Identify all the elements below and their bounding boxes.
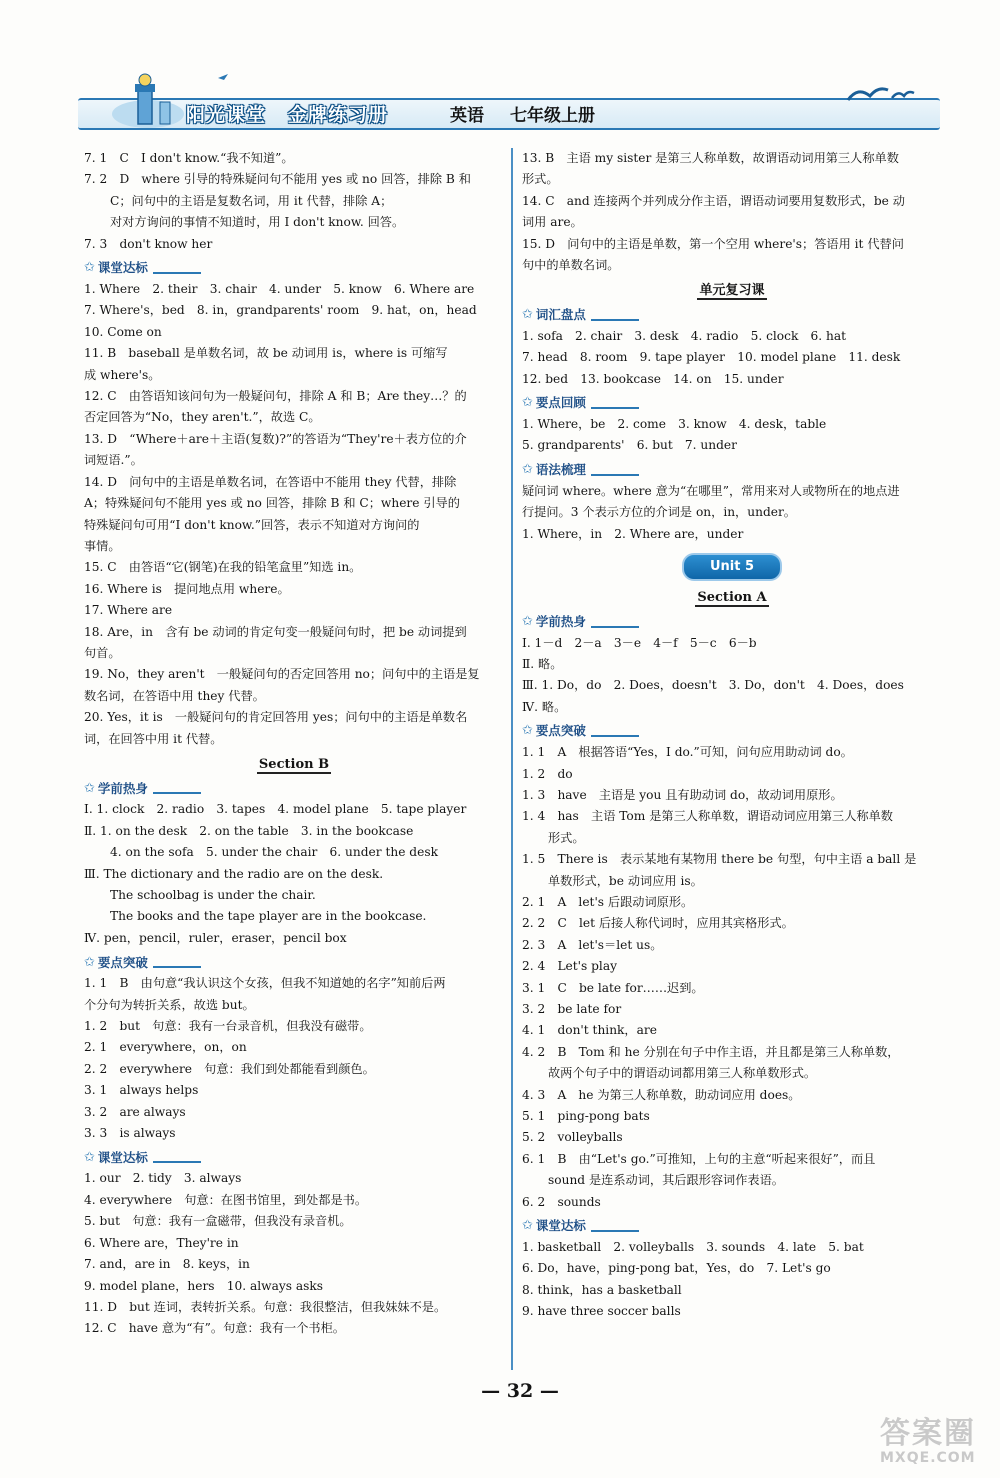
answer-line: 19. No，they aren't 一般疑问句的否定回答用 no；问句中的主语是复 — [84, 667, 480, 682]
section-title — [522, 280, 942, 301]
answer-line: 1. basketball 2. volleyballs 3. sounds 4. late 5. bat — [522, 1240, 864, 1255]
answer-line: 16. Where is 提问地点用 where。 — [84, 581, 290, 596]
section-underline — [591, 735, 639, 737]
answer-line: 3. 1 C be late for……迟到。 — [522, 980, 704, 995]
section-heading — [84, 1147, 504, 1167]
star-icon: ✩ — [84, 1149, 95, 1165]
answer-line: 1. Where，be 2. come 3. know 4. desk，table — [522, 417, 827, 432]
section-heading-label: 要点突破 — [535, 723, 586, 739]
subject-title — [450, 100, 595, 126]
section-heading-label: 语法梳理 — [535, 462, 586, 478]
answer-line: 7. and，are in 8. keys，in — [84, 1257, 250, 1272]
answer-line: 6. 1 B 由“Let's go.”可推知，上句的主意“听起来很好”，而且 — [522, 1151, 876, 1166]
answer-line: 4. everywhere 句意：在图书馆里，到处都是书。 — [84, 1192, 368, 1207]
section-underline — [153, 1161, 201, 1163]
answer-line: 个分句为转折关系，故选 but。 — [84, 997, 255, 1012]
section-heading-label: 学前热身 — [97, 780, 148, 796]
section-heading — [522, 721, 942, 741]
section-underline — [153, 792, 201, 794]
watermark — [880, 1418, 990, 1474]
answer-line: 13. B 主语 my sister 是第三人称单数，故谓语动词用第三人称单数 — [522, 151, 899, 165]
answer-line: 故两个句子中的谓语动词都用第三人称单数形式。 — [548, 1066, 817, 1081]
answer-line: 14. D 问句中的主语是单数名词，在答语中不能用 they 代替，排除 — [84, 474, 457, 489]
answer-line: 5. grandparents' 6. but 7. under — [522, 438, 737, 453]
answer-line: Ⅰ. 1. clock 2. radio 3. tapes 4. model plane 5. tape player — [84, 802, 467, 817]
answer-line: 否定回答为“No，they aren't.”，故选 C。 — [84, 410, 321, 425]
answer-line: Ⅰ. 1－d 2－a 3－e 4－f 5－c 6－b — [522, 635, 757, 650]
answer-line: 句中的单数名词。 — [522, 258, 620, 273]
section-title-text: Section A — [697, 590, 767, 606]
answer-line: 9. have three soccer balls — [522, 1304, 681, 1319]
answer-line: 疑问词 where。where 意为“在哪里”，常用来对人或物所在的地点进 — [522, 483, 900, 498]
watermark-main: 答案圈 — [880, 1416, 976, 1451]
answer-line: 20. Yes，it is 一般疑问句的肯定回答用 yes；问句中的主语是单数名 — [84, 710, 468, 725]
section-heading-label: 要点突破 — [97, 954, 148, 970]
answer-line: 2. 1 everywhere，on，on — [84, 1040, 247, 1055]
section-underline — [591, 1230, 639, 1232]
section-heading — [522, 460, 942, 480]
star-icon: ✩ — [522, 307, 533, 323]
answer-line: 特殊疑问句可用“I don't know.”回答，表示不知道对方询问的 — [84, 517, 420, 532]
answer-line: 1. 4 has 主语 Tom 是第三人称单数，谓语动词应用第三人称单数 — [522, 809, 893, 824]
answer-line: 11. D but 连词，表转折关系。句意：我很整洁，但我妹妹不是。 — [84, 1299, 447, 1314]
section-heading — [522, 612, 942, 632]
answer-line: 1. 1 B 由句意“我认识这个女孩，但我不知道她的名字”知前后两 — [84, 976, 446, 991]
answer-line: 4. 1 don't think，are — [522, 1023, 657, 1038]
star-icon: ✩ — [522, 723, 533, 739]
answer-line: 5. 1 ping-pong bats — [522, 1109, 650, 1124]
section-heading-label: 课堂达标 — [97, 1149, 148, 1165]
answer-line: 6. Do，have，ping-pong bat，Yes，do 7. Let's go — [522, 1261, 831, 1276]
section-underline — [591, 626, 639, 628]
section-title-text: 单元复习课 — [699, 283, 765, 299]
answer-line: 11. B baseball 是单数名词，故 be 动词用 is，where is 可缩写 — [84, 346, 448, 361]
page-number: — 32 — — [481, 1380, 559, 1402]
answer-line: Ⅲ. 1. Do，do 2. Does，doesn't 3. Do，don't 4. Does，does — [522, 678, 904, 693]
answer-line: 12. bed 13. bookcase 14. on 15. under — [522, 371, 784, 386]
brand-title-1: 阳光课堂 — [186, 103, 267, 126]
answer-line: Ⅱ. 略。 — [522, 656, 563, 671]
answer-line: 形式。 — [522, 172, 559, 187]
page-header — [78, 58, 940, 138]
answer-line: 14. C and 连接两个并列成分作主语，谓语动词要用复数形式，be 动 — [522, 193, 905, 208]
answer-line: Ⅳ. 略。 — [522, 699, 567, 714]
answer-line: 9. model plane，hers 10. always asks — [84, 1278, 324, 1293]
answer-line: A；特殊疑问句不能用 yes 或 no 回答，排除 B 和 C；where 引导的 — [84, 496, 460, 511]
star-icon: ✩ — [522, 395, 533, 411]
answer-line: 5. but 句意：我有一盒磁带，但我没有录音机。 — [84, 1214, 352, 1229]
column-divider — [511, 148, 513, 1370]
star-icon: ✩ — [522, 1218, 533, 1234]
section-heading — [522, 393, 942, 413]
answer-line: 12. C 由答语知该问句为一般疑问句，排除 A 和 B；Are they…？的 — [84, 389, 467, 404]
answer-line: 2. 4 Let's play — [522, 959, 617, 974]
star-icon: ✩ — [84, 780, 95, 796]
answer-line: 15. D 问句中的主语是单数，第一个空用 where's；答语用 it 代替问 — [522, 236, 904, 251]
answer-line: 3. 2 are always — [84, 1104, 186, 1119]
answer-line: 4. 2 B Tom 和 he 分别在句子中作主语，并且都是第三人称单数， — [522, 1044, 900, 1059]
section-title — [84, 754, 504, 775]
section-heading-label: 词汇盘点 — [535, 307, 586, 323]
section-title-text: Section B — [258, 756, 330, 772]
section-heading — [522, 1216, 942, 1236]
star-icon: ✩ — [84, 954, 95, 970]
answer-line: 行提问。3 个表示方位的介词是 on，in，under。 — [522, 505, 796, 520]
answer-line: 句首。 — [84, 645, 121, 660]
answer-line: 2. 2 C let 后接人称代词时，应用其宾格形式。 — [522, 916, 794, 931]
answer-line: Ⅱ. 1. on the desk 2. on the table 3. in the bookcase — [84, 823, 414, 838]
section-heading-label: 课堂达标 — [535, 1218, 586, 1234]
section-heading-label: 课堂达标 — [97, 260, 148, 276]
answer-line: 3. 2 be late for — [522, 1002, 622, 1016]
answer-line: 12. C have 意为“有”。句意：我有一个书柜。 — [84, 1321, 345, 1336]
answer-line: 1. 2 do — [522, 766, 573, 781]
section-underline — [153, 272, 201, 274]
unit-badge: Unit 5 — [682, 553, 782, 581]
section-heading-label: 学前热身 — [535, 613, 586, 629]
answer-line: 10. Come on — [84, 324, 162, 339]
answer-line: 18. Are，in 含有 be 动词的肯定句变一般疑问句时，把 be 动词提到 — [84, 624, 467, 639]
section-heading — [84, 778, 504, 798]
answer-line: 17. Where are — [84, 603, 173, 618]
answer-line: 7. head 8. room 9. tape player 10. model plane 11. desk — [522, 350, 901, 365]
answer-line: 形式。 — [548, 830, 585, 845]
answer-line: 1. 2 but 句意：我有一台录音机，但我没有磁带。 — [84, 1019, 372, 1034]
section-underline — [591, 407, 639, 409]
answer-line: Ⅳ. pen，pencil，ruler，eraser，pencil box — [84, 930, 347, 945]
answer-line: 2. 2 everywhere 句意：我们到处都能看到颜色。 — [84, 1061, 375, 1076]
answer-line: 1. 3 have 主语是 you 且有助动词 do，故动词用原形。 — [522, 787, 843, 802]
brand-title-2: 金牌练习册 — [288, 103, 389, 126]
subject-name: 英语 — [450, 105, 484, 126]
answer-line: 词，在回答中用 it 代替。 — [84, 731, 223, 746]
section-underline — [153, 966, 201, 968]
star-icon: ✩ — [522, 613, 533, 629]
answer-line: 8. think，has a basketball — [522, 1282, 682, 1297]
answer-line: C；问句中的主语是复数名词，用 it 代替，排除 A； — [110, 193, 393, 208]
answer-line: 1. Where 2. their 3. chair 4. under 5. know 6. Where are — [84, 282, 475, 297]
answer-line: 事情。 — [84, 538, 121, 553]
answer-line: 4. on the sofa 5. under the chair 6. under the desk — [110, 845, 438, 860]
brand-title — [186, 100, 388, 126]
answer-line: 3. 1 always helps — [84, 1083, 199, 1098]
answer-line: 7. Where's，bed 8. in，grandparents' room 9. hat，on，head — [84, 303, 477, 318]
star-icon: ✩ — [522, 462, 533, 478]
answer-line: 4. 3 A he 为第三人称单数，助动词应用 does。 — [522, 1087, 801, 1102]
section-heading — [522, 305, 942, 325]
section-underline — [591, 319, 639, 321]
answer-line: 3. 3 is always — [84, 1126, 176, 1141]
answer-line: 数名词，在答语中用 they 代替。 — [84, 688, 265, 703]
answer-line: 7. 3 don't know her — [84, 236, 213, 251]
answer-line: sound 是连系动词，其后跟形容词作表语。 — [548, 1173, 784, 1188]
section-underline — [591, 474, 639, 476]
answer-line: 1. sofa 2. chair 3. desk 4. radio 5. clock 6. hat — [522, 328, 847, 343]
answer-line: The books and the tape player are in the bookcase. — [110, 909, 427, 924]
section-heading — [84, 952, 504, 972]
answer-line: 1. Where，in 2. Where are，under — [522, 526, 744, 541]
answer-line: Ⅲ. The dictionary and the radio are on the desk. — [84, 866, 384, 881]
answer-line: 5. 2 volleyballs — [522, 1130, 623, 1145]
left-column — [84, 148, 504, 1340]
answer-line: 2. 1 A let's 后跟动词原形。 — [522, 894, 694, 909]
answer-line: 1. our 2. tidy 3. always — [84, 1171, 242, 1186]
answer-line: 1. 1 A 根据答语“Yes，I do.”可知，问句应用助动词 do。 — [522, 745, 853, 760]
answer-line: 对对方询问的事情不知道时，用 I don't know. 回答。 — [110, 215, 405, 230]
watermark-sub: MXQE.COM — [880, 1450, 976, 1466]
answer-line: 6. 2 sounds — [522, 1194, 601, 1209]
star-icon: ✩ — [84, 260, 95, 276]
answer-line: 成 where's。 — [84, 367, 161, 382]
section-heading-label: 要点回顾 — [535, 395, 586, 411]
answer-line: 13. D “Where＋are＋主语(复数)?”的答语为“They're＋表方位的介 — [84, 431, 467, 446]
section-heading — [84, 258, 504, 278]
answer-line: 7. 1 C I don't know.“我不知道”。 — [84, 151, 294, 165]
seagull-icon — [838, 78, 918, 108]
answer-line: 15. C 由答语“它(钢笔)在我的铅笔盒里”知选 in。 — [84, 560, 362, 575]
answer-line: 词用 are。 — [522, 215, 583, 230]
section-title — [522, 587, 942, 608]
grade-name: 七年级上册 — [510, 105, 595, 126]
answer-line: 6. Where are，They're in — [84, 1235, 239, 1250]
answer-line: 7. 2 D where 引导的特殊疑问句不能用 yes 或 no 回答，排除 B 和 — [84, 172, 471, 187]
answer-line: 单数形式，be 动词应用 is。 — [548, 873, 703, 888]
answer-line: 1. 5 There is 表示某地有某物用 there be 句型，句中主语 a ball 是 — [522, 852, 917, 867]
answer-line: 词短语.”。 — [84, 453, 143, 468]
answer-line: 2. 3 A let's＝let us。 — [522, 937, 663, 952]
answer-line: The schoolbag is under the chair. — [110, 888, 316, 902]
right-column — [522, 148, 942, 1323]
